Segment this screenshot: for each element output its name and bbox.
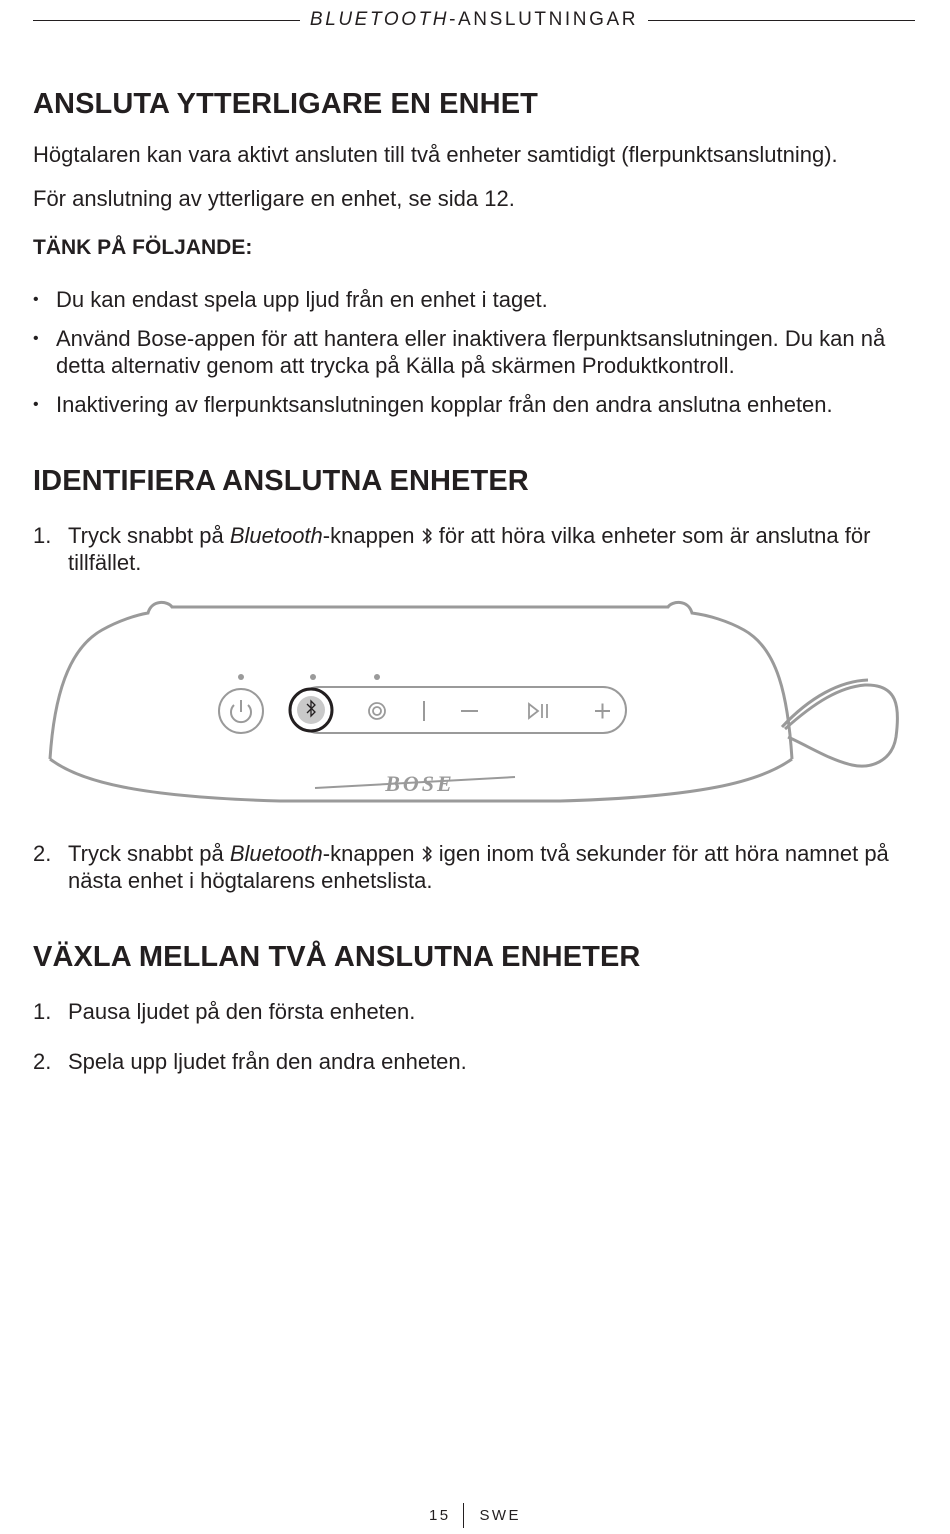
footer-divider xyxy=(463,1503,464,1528)
step-item xyxy=(33,998,918,1025)
indicator-dots xyxy=(238,674,380,680)
bose-logo-text: BOSE xyxy=(385,771,455,796)
step-number: 2. xyxy=(33,841,52,866)
step-item xyxy=(33,840,918,894)
bluetooth-icon xyxy=(421,844,433,864)
paragraph-see-page: För anslutning av ytterligare en enhet, se sida 12. xyxy=(33,186,515,211)
header-rule-right xyxy=(648,20,915,21)
section-heading-switch-devices: VÄXLA MELLAN TVÅ ANSLUTNA ENHETER xyxy=(33,941,641,973)
header-rule-left xyxy=(33,20,300,21)
step-text: Spela upp ljudet från den andra enheten. xyxy=(68,1049,467,1074)
step-number: 1. xyxy=(33,999,52,1024)
play-pause-button xyxy=(529,704,547,718)
page-number: 15 xyxy=(429,1506,451,1524)
note-bullet: • Inaktivering av flerpunktsanslutningen kopplar från den andra anslutna enheten. xyxy=(33,391,918,418)
section-heading-identify-devices: IDENTIFIERA ANSLUTNA ENHETER xyxy=(33,465,529,497)
step-item xyxy=(33,522,918,576)
note-bullet: • Använd Bose-appen för att hantera eller inaktivera flerpunktsanslutningen. Du kan nå detta alternativ genom att trycka på Källa på skärmen Produktkontroll. xyxy=(33,325,918,379)
step-text-mid: -knappen xyxy=(322,841,421,866)
bluetooth-button xyxy=(290,689,332,731)
identify-steps-list xyxy=(33,522,918,576)
step-number: 1. xyxy=(33,523,52,548)
step-number: 2. xyxy=(33,1049,52,1074)
language-code: SWE xyxy=(479,1506,521,1524)
step-text: Pausa ljudet på den första enheten. xyxy=(68,999,416,1024)
speaker-illustration xyxy=(40,597,910,812)
header-title-italic: BLUETOOTH xyxy=(309,9,450,30)
step-text-pre: Tryck snabbt på xyxy=(68,523,230,548)
identify-steps-list-continued xyxy=(33,840,918,894)
header-title xyxy=(300,9,648,31)
step-text-mid: -knappen xyxy=(322,523,421,548)
volume-up-button xyxy=(595,704,610,719)
step-text-italic: Bluetooth xyxy=(229,523,323,548)
note-bullet: • Du kan endast spela upp ljud från en enhet i taget. xyxy=(33,286,918,313)
step-item xyxy=(33,1048,918,1075)
step-text-post: igen inom två sekunder för att höra namnet på nästa enhet i högtalarens enhetslista. xyxy=(68,841,889,893)
section-heading-connect-another: ANSLUTA YTTERLIGARE EN ENHET xyxy=(33,88,538,120)
note-bullet-list xyxy=(33,286,918,430)
bose-logo xyxy=(315,771,515,796)
step-text-post: för att höra vilka enheter som är anslutna för tillfället. xyxy=(68,523,871,575)
bluetooth-icon xyxy=(421,526,433,546)
subheading-note: TÄNK PÅ FÖLJANDE: xyxy=(33,236,253,259)
page-header xyxy=(33,8,915,32)
header-title-rest: -ANSLUTNINGAR xyxy=(449,9,639,30)
source-button xyxy=(369,703,385,719)
power-button xyxy=(219,689,263,733)
paragraph-multipoint: Högtalaren kan vara aktivt ansluten till två enheter samtidigt (flerpunktsanslutning). xyxy=(33,142,838,167)
step-text-italic: Bluetooth xyxy=(229,841,323,866)
step-text-pre: Tryck snabbt på xyxy=(68,841,230,866)
switch-steps-list xyxy=(33,998,918,1075)
page-footer xyxy=(0,1500,950,1530)
